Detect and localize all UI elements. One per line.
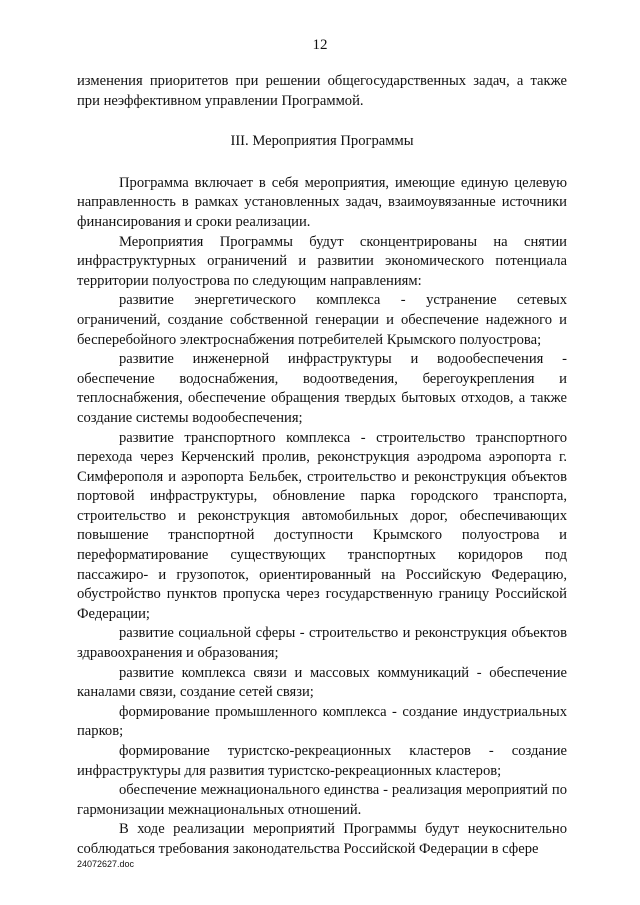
- paragraph: Мероприятия Программы будут сконцентрированы на снятии инфраструктурных ограничений и развитии экономического потенциала территории полуострова по следующим направлениям:: [77, 233, 567, 289]
- list-item-industrial: формирование промышленного комплекса - создание индустриальных парков;: [77, 703, 567, 740]
- closing-paragraph: В ходе реализации мероприятий Программы будут неукоснительно соблюдаться требования законодательства Российской Федерации в сфере: [77, 821, 567, 857]
- page-number: 12: [312, 37, 328, 53]
- list-item-tourism: формирование туристско-рекреационных кластеров - создание инфраструктуры для развития туристско-рекреационных кластеров;: [77, 743, 567, 779]
- list-item-social: развитие социальной сферы - строительство и реконструкция объектов здравоохранения и образования;: [77, 625, 567, 662]
- list-item-engineering: развитие инженерной инфраструктуры и водообеспечения - обеспечение водоснабжения, водоотведения, берегоукрепления и теплоснабжения, обеспечение обращения твердых бытовых отходов, а также создание системы водообеспечения;: [77, 351, 567, 426]
- list-item-energy: развитие энергетического комплекса - устранение сетевых ограничений, создание собственной генерации и обеспечение надежного и бесперебойного электроснабжения потребителей Крымского полуострова;: [77, 292, 567, 348]
- footer-filename: 24072627.doc: [77, 859, 135, 869]
- list-item-transport: развитие транспортного комплекса - строительство транспортного перехода через Керченский пролив, реконструкция аэродрома аэропорта г. Симферополя и аэропорта Бельбек, строительство и реконструкция объектов портовой инфраструктуры, обновление парка городского транспорта, строительство и реконструкция автомобильных дорог, обеспечивающих повышение транспортной доступности Крымского полуострова и переформатирование существующих транспортных коридоров под пассажиро- и грузопоток, ориентированный на Российскую Федерацию, обустройство пунктов пропуска через государственную границу Российской Федерации;: [77, 429, 567, 622]
- list-item-interethnic: обеспечение межнационального единства - реализация мероприятий по гармонизации межнациональных отношений.: [77, 782, 567, 818]
- document-body: [77, 72, 567, 860]
- section-title: III. Мероприятия Программы: [230, 133, 414, 150]
- paragraph: Программа включает в себя мероприятия, имеющие единую целевую направленность в рамках установленных задач, взаимоувязанные источники финансирования и сроки реализации.: [77, 174, 567, 230]
- lead-paragraph: изменения приоритетов при решении общегосударственных задач, а также при неэффективном управлении Программой.: [77, 73, 567, 109]
- list-item-communications: развитие комплекса связи и массовых коммуникаций - обеспечение каналами связи, создание сетей связи;: [77, 664, 567, 701]
